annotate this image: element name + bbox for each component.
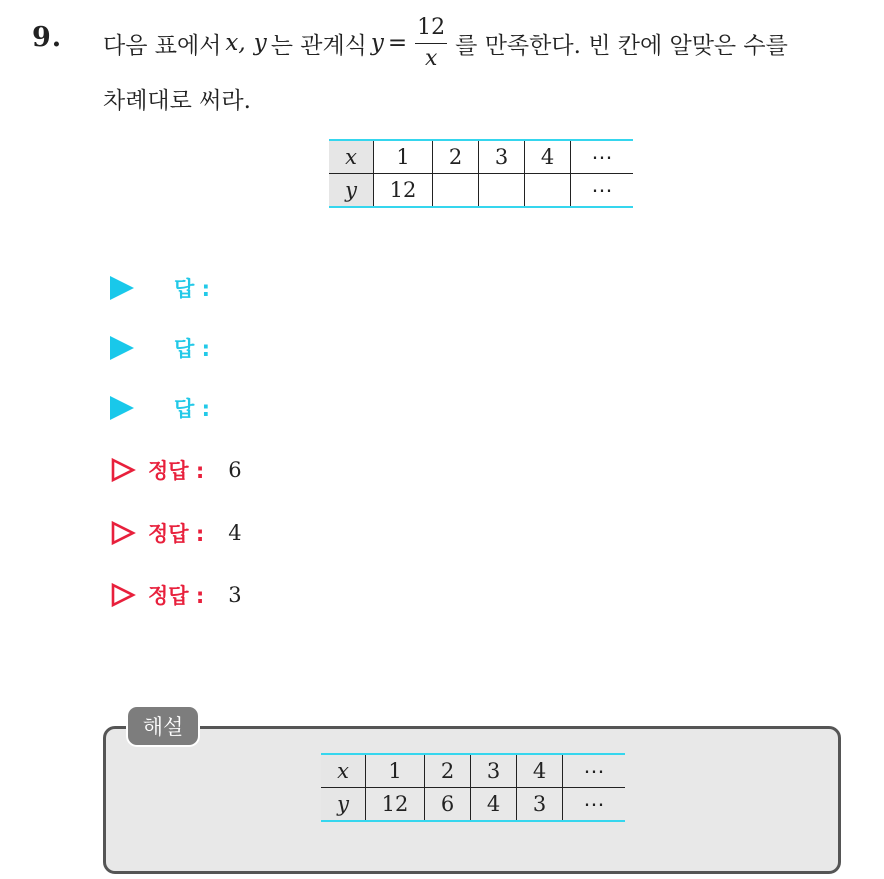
correct-answer-label: 정답 : bbox=[148, 459, 205, 483]
table-header-x: x bbox=[321, 754, 366, 788]
correct-answer-label: 정답 : bbox=[148, 584, 205, 608]
question-text-a: 다음 표에서 bbox=[103, 32, 222, 59]
table-cell: 4 bbox=[471, 788, 517, 822]
table-cell-blank bbox=[479, 174, 525, 208]
correct-answer-value: 3 bbox=[228, 583, 242, 607]
table-cell: ⋯ bbox=[571, 174, 634, 208]
question-text-d: 차례대로 써라. bbox=[103, 87, 251, 114]
table-cell: 4 bbox=[517, 754, 563, 788]
correct-answer-row-3 bbox=[110, 580, 242, 610]
var-x: x, bbox=[225, 30, 246, 56]
table-cell: 1 bbox=[366, 754, 425, 788]
table-header-x: x bbox=[329, 140, 374, 174]
table-cell: 1 bbox=[374, 140, 433, 174]
filled-triangle-icon bbox=[110, 276, 134, 300]
equation-equals: = bbox=[387, 30, 408, 56]
question-line-1 bbox=[103, 12, 788, 74]
correct-answer-row-2 bbox=[110, 518, 242, 548]
var-y: y bbox=[253, 30, 267, 56]
outline-triangle-icon bbox=[110, 582, 136, 608]
answer-label: 답 : bbox=[174, 337, 210, 361]
table-row-x bbox=[329, 140, 633, 174]
outline-triangle-icon bbox=[110, 520, 136, 546]
table-cell-blank bbox=[525, 174, 571, 208]
filled-triangle-icon bbox=[110, 396, 134, 420]
solution-table bbox=[321, 753, 625, 822]
fraction-numerator: 12 bbox=[415, 17, 447, 44]
fraction-denominator: x bbox=[424, 45, 438, 71]
table-cell: 2 bbox=[425, 754, 471, 788]
answer-row-1 bbox=[110, 273, 210, 303]
correct-answer-value: 4 bbox=[228, 521, 242, 545]
equation-fraction bbox=[415, 14, 447, 71]
table-row-y bbox=[321, 788, 625, 822]
table-cell: 4 bbox=[525, 140, 571, 174]
filled-triangle-icon bbox=[110, 336, 134, 360]
correct-answer-row-1 bbox=[110, 455, 242, 485]
correct-answer-value: 6 bbox=[228, 458, 242, 482]
table-cell-blank bbox=[433, 174, 479, 208]
table-row-y bbox=[329, 174, 633, 208]
answer-label: 답 : bbox=[174, 277, 210, 301]
equation-y: y bbox=[370, 30, 384, 56]
table-cell: 12 bbox=[374, 174, 433, 208]
table-cell: 12 bbox=[366, 788, 425, 822]
answer-row-2 bbox=[110, 333, 210, 363]
table-cell: ⋯ bbox=[563, 788, 626, 822]
table-cell: 6 bbox=[425, 788, 471, 822]
solution-tab: 해설 bbox=[128, 707, 198, 745]
answer-row-3 bbox=[110, 393, 210, 423]
question-number: 9. bbox=[32, 22, 63, 53]
table-cell: 3 bbox=[479, 140, 525, 174]
table-header-y: y bbox=[321, 788, 366, 822]
question-text-c: 를 만족한다. 빈 칸에 알맞은 수를 bbox=[455, 32, 788, 59]
table-header-y: y bbox=[329, 174, 374, 208]
table-cell: ⋯ bbox=[563, 754, 626, 788]
outline-triangle-icon bbox=[110, 457, 136, 483]
answer-label: 답 : bbox=[174, 397, 210, 421]
table-cell: 3 bbox=[471, 754, 517, 788]
question-text-b: 는 관계식 bbox=[270, 32, 367, 59]
correct-answer-label: 정답 : bbox=[148, 522, 205, 546]
question-table bbox=[329, 139, 633, 208]
table-row-x bbox=[321, 754, 625, 788]
table-cell: 3 bbox=[517, 788, 563, 822]
question-line-2 bbox=[103, 78, 251, 118]
table-cell: ⋯ bbox=[571, 140, 634, 174]
table-cell: 2 bbox=[433, 140, 479, 174]
